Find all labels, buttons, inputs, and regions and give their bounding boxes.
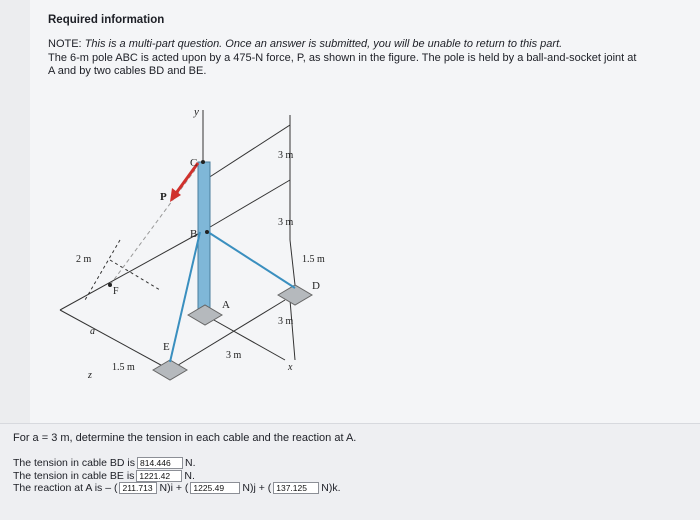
label-1-5m-bottom: 1.5 m [112, 362, 135, 373]
answer-row-be [13, 470, 340, 483]
bd-label: The tension in cable BD is [13, 457, 135, 469]
label-c: C [190, 157, 198, 169]
be-unit: N. [184, 469, 195, 482]
note-italic-text: This is a multi-part question. Once an answer is submitted, you will be unable to return to this part. [84, 38, 563, 50]
j-term: N)j + ( [242, 482, 272, 494]
k-term: N)k. [321, 482, 341, 494]
label-b: B [190, 228, 198, 240]
problem-line-2: The 6-m pole ABC is acted upon by a 475-N force, P, as shown in the figure. The pole is held by a ball-and-socket joint at [48, 51, 637, 64]
question-prompt: For a = 3 m, determine the tension in each cable and the reaction at A. [13, 432, 357, 444]
problem-statement [48, 38, 696, 79]
i-term: N)i + ( [159, 482, 189, 494]
problem-line-3: A and by two cables BD and BE. [48, 65, 207, 77]
label-2m: 2 m [76, 254, 92, 265]
label-3m-bottom: 3 m [226, 350, 242, 361]
cable-be [170, 232, 200, 362]
label-3m-top: 3 m [278, 150, 294, 161]
pole-diagram [50, 100, 360, 400]
label-y: y [194, 106, 199, 118]
note-prefix: NOTE: [48, 38, 82, 50]
pole [198, 162, 210, 314]
label-3m-right: 3 m [278, 316, 294, 327]
point-c [201, 160, 205, 164]
reaction-y-input[interactable]: 1225.49 [190, 482, 240, 494]
label-a-dim: a [90, 326, 95, 337]
reaction-label: The reaction at A is – ( [13, 482, 118, 494]
force-p-line [110, 170, 198, 285]
label-1-5m-right: 1.5 m [302, 254, 325, 265]
label-3m-mid: 3 m [278, 217, 294, 228]
answer-block [13, 457, 340, 495]
label-x: x [288, 362, 293, 373]
label-e: E [163, 341, 170, 353]
be-label: The tension in cable BE is [13, 469, 135, 482]
label-a: A [222, 299, 230, 311]
label-d: D [312, 280, 320, 292]
bd-unit: N. [184, 457, 196, 469]
reaction-x-input[interactable]: 211.713 [119, 482, 157, 494]
required-information-heading: Required information [48, 14, 165, 26]
reaction-z-input[interactable]: 137.125 [273, 482, 319, 494]
answer-row-reaction [13, 482, 340, 495]
label-z: z [88, 370, 92, 381]
label-f: F [113, 286, 119, 297]
cable-bd [208, 232, 295, 288]
label-p: P [160, 191, 167, 203]
point-f [108, 283, 112, 287]
answer-row-bd [13, 457, 340, 470]
bd-tension-input[interactable]: 814.446 [137, 457, 183, 469]
be-tension-input[interactable]: 1221.42 [136, 470, 182, 482]
point-b [205, 230, 209, 234]
